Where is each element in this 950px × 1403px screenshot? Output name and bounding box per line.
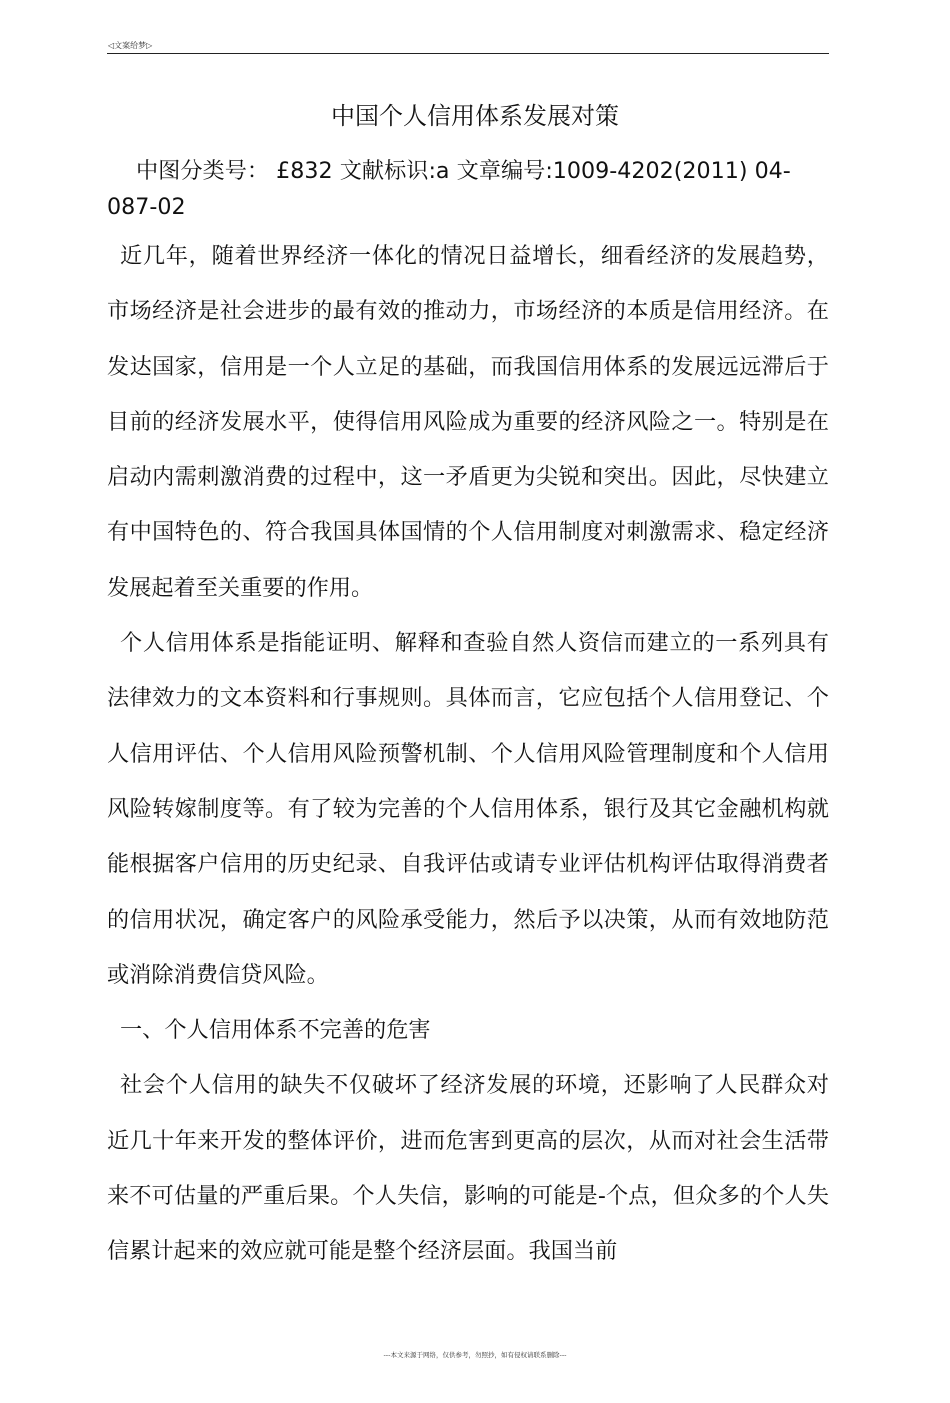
document-body [107,150,829,1280]
section-heading: 一、个人信用体系不完善的危害 [120,1017,431,1044]
paragraph-intro: 近几年，随着世界经济一体化的情况日益增长，细看经济的发展趋势，市场经济是社会进步的最有效的推动力，市场经济的本质是信用经济。在发达国家，信用是一个人立足的基础，而我国信用体系的发展远远滞后于目前的经济发展水平，使得信用风险成为重要的经济风险之一。特别是在启动内需刺激消费的过程中，这一矛盾更为尖锐和突出。因此，尽快建立有中国特色的、符合我国具体国情的个人信用制度对刺激需求、稳定经济发展起着至关重要的作用。 [107,243,829,601]
paragraph-section-one: 社会个人信用的缺失不仅破坏了经济发展的环境，还影响了人民群众对近几十年来开发的整体评价，进而危害到更高的层次，从而对社会生活带来不可估量的严重后果。个人失信，影响的可能是-个点，但众多的个人失信累计起来的效应就可能是整个经济层面。我国当前 [107,1072,829,1265]
paragraph-definition: 个人信用体系是指能证明、解释和查验自然人资信而建立的一系列具有法律效力的文本资料和行事规则。具体而言，它应包括个人信用登记、个人信用评估、个人信用风险预警机制、个人信用风险管理制度和个人信用风险转嫁制度等。有了较为完善的个人信用体系，银行及其它金融机构就能根据客户信用的历史纪录、自我评估或请专业评估机构评估取得消费者的信用状况，确定客户的风险承受能力，然后予以决策，从而有效地防范或消除消费信贷风险。 [107,630,829,988]
header-rule [107,53,829,54]
classification-line: 中图分类号： £832 文献标识:a 文章编号:1009-4202(2011) 04-087-02 [107,158,791,220]
header-mark: ◁文案给梦▷ [108,41,153,50]
footer-disclaimer: ---本文来源于网络，仅供参考，勿照抄，如有侵权请联系删除--- [383,1351,567,1359]
document-title: 中国个人信用体系发展对策 [331,102,619,130]
